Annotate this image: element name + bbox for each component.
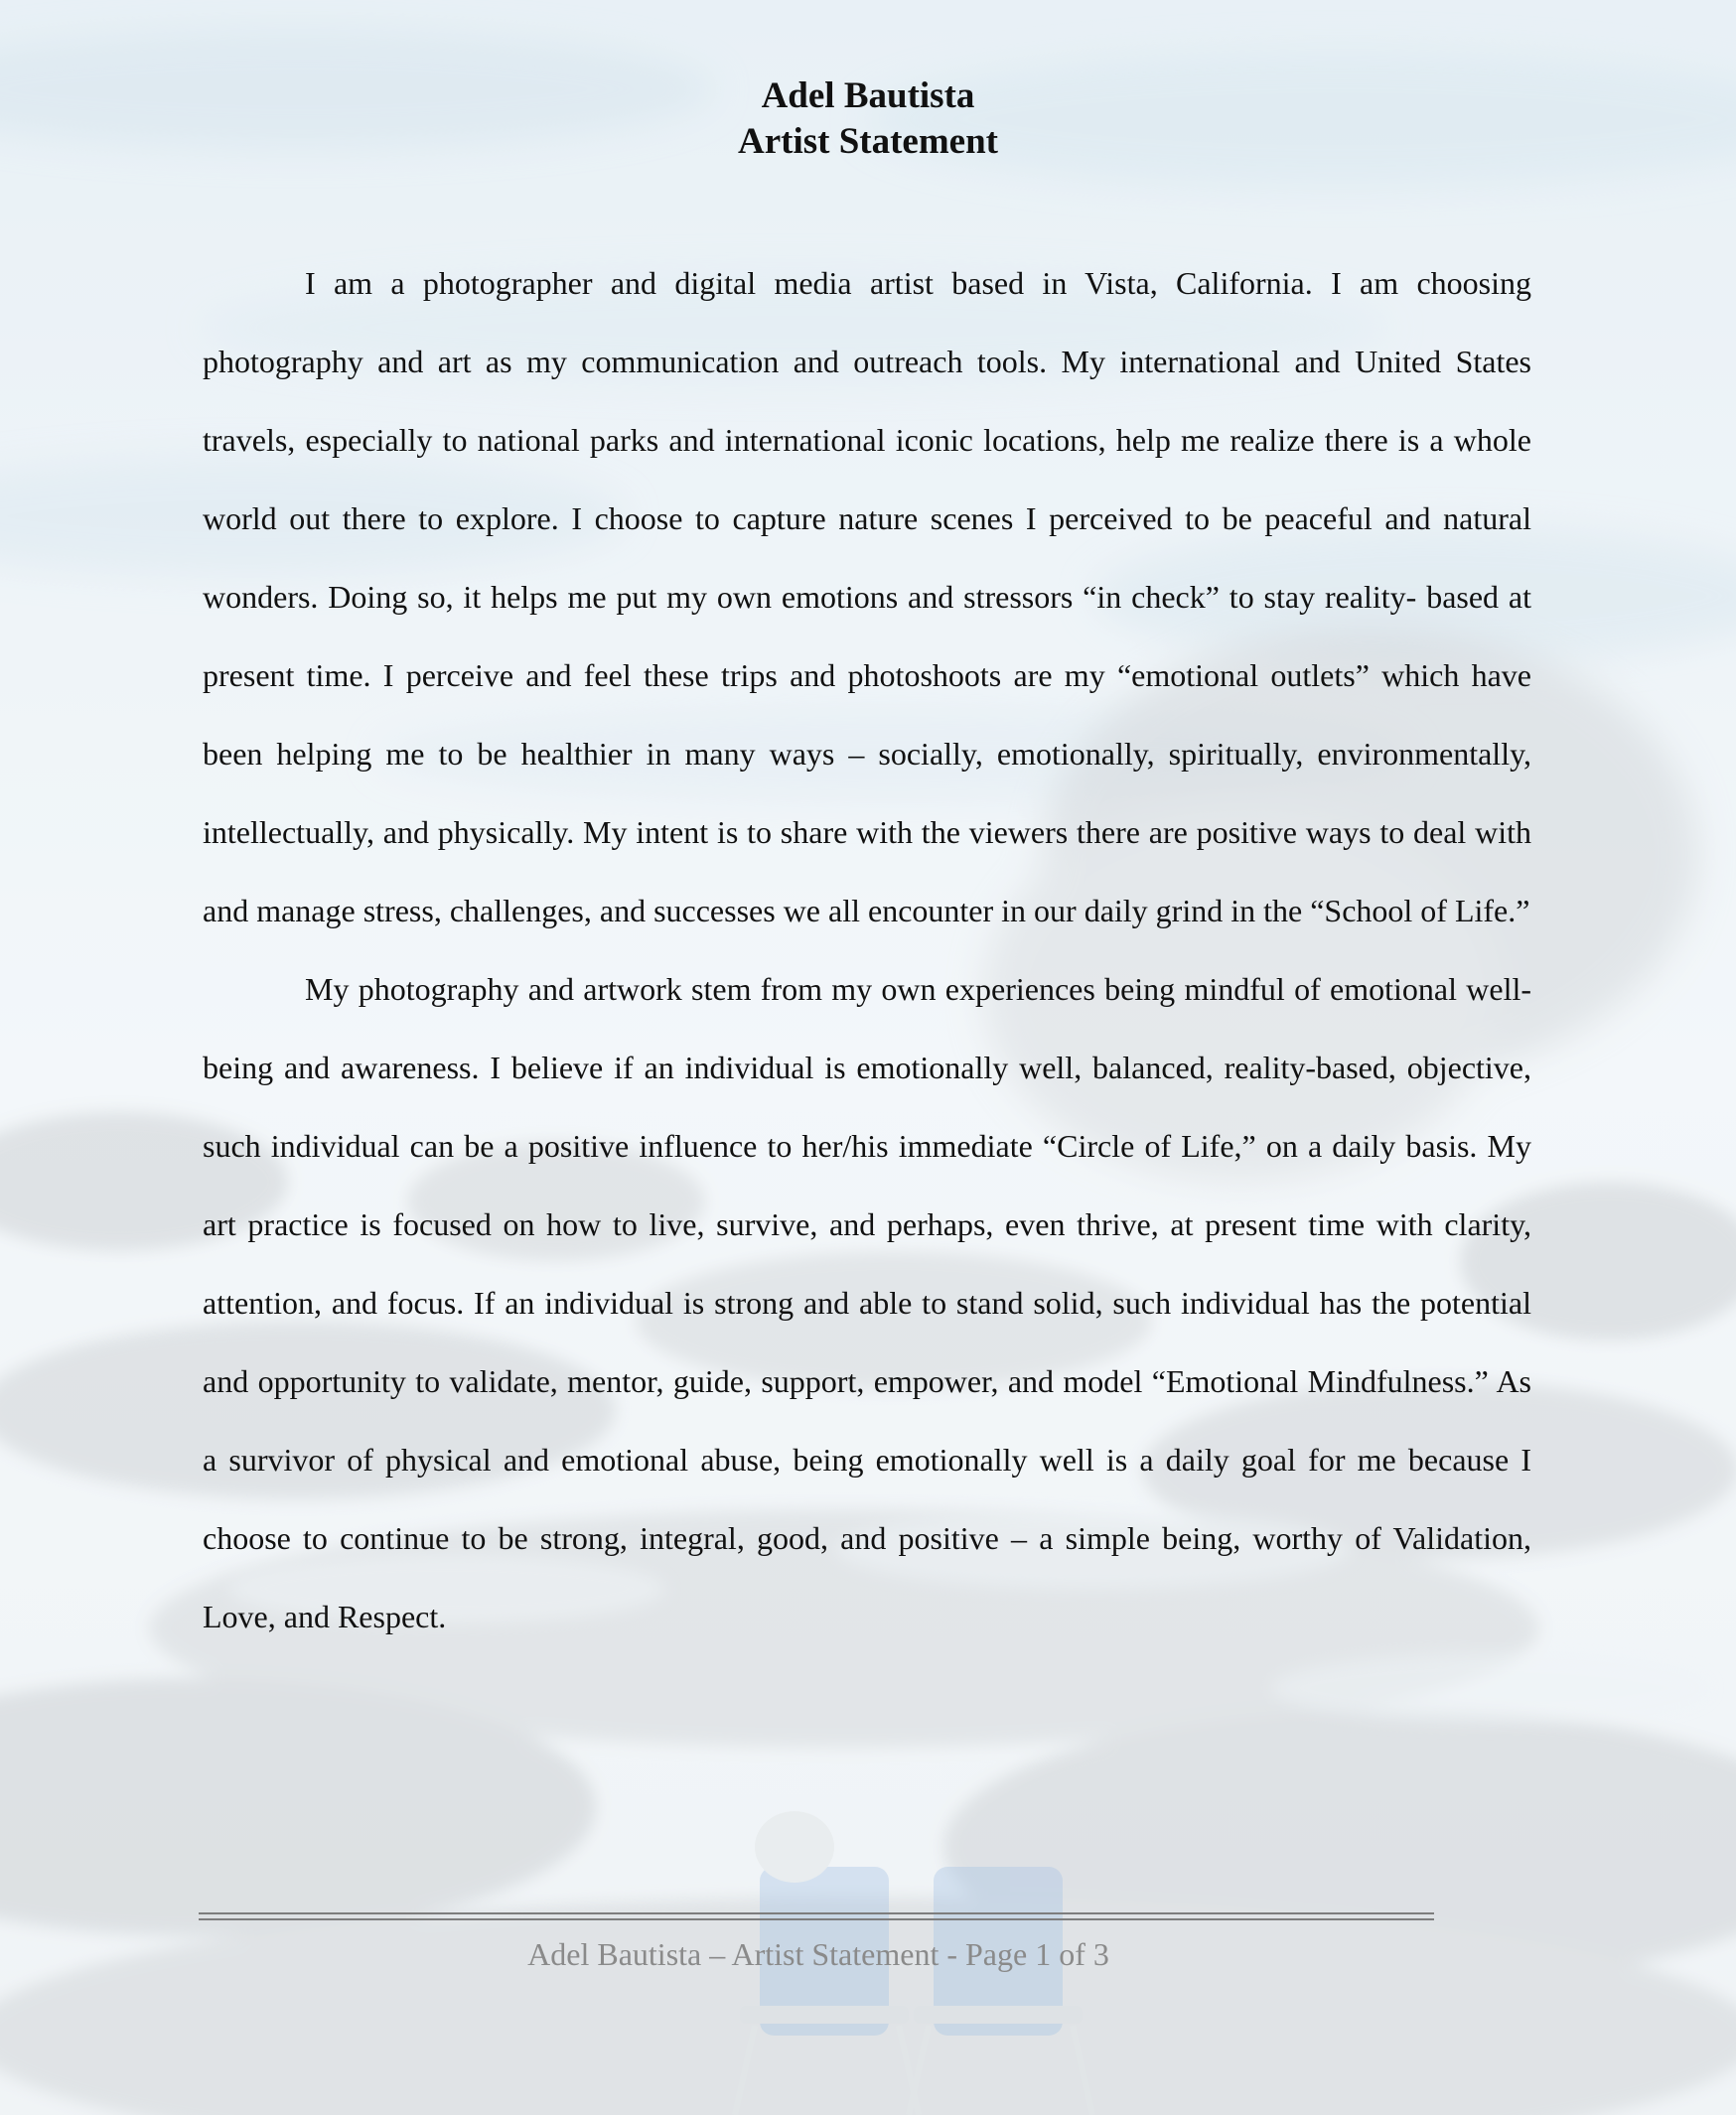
- page-footer: Adel Bautista – Artist Statement - Page 1 of 3: [527, 1936, 1109, 1972]
- document-header: [0, 73, 1736, 165]
- author-name: Adel Bautista: [761, 75, 975, 116]
- paragraph-1: I am a photographer and digital media artist based in Vista, California. I am choosing photography and art as my communication and outreach tools. My international and United States travels, especially to national parks and international iconic locations, help me realize there is a whole world out there to explore. I choose to capture nature scenes I perceived to be peaceful and natural wonders. Doing so, it helps me put my own emotions and stressors “in check” to stay reality- based at present time. I perceive and feel these trips and photoshoots are my “emotional outlets” which have been helping me to be healthier in many ways – socially, emotionally, spiritually, environmentally, intellectually, and physically. My intent is to share with the viewers there are positive ways to deal with and manage stress, challenges, and successes we all encounter in our daily grind in the “School of Life.”: [203, 265, 1531, 928]
- document-title: Artist Statement: [738, 121, 998, 162]
- footer-divider: [199, 1912, 1434, 1920]
- statement-body: [203, 244, 1531, 1656]
- paragraph-2: My photography and artwork stem from my own experiences being mindful of emotional well-being and awareness. I believe if an individual is emotionally well, balanced, reality-based, objective, such individual can be a positive influence to her/his immediate “Circle of Life,” on a daily basis. My art practice is focused on how to live, survive, and perhaps, even thrive, at present time with clarity, attention, and focus. If an individual is strong and able to stand solid, such individual has the potential and opportunity to validate, mentor, guide, support, empower, and model “Emotional Mindfulness.” As a survivor of physical and emotional abuse, being emotionally well is a daily goal for me because I choose to continue to be strong, integral, good, and positive – a simple being, worthy of Validation, Love, and Respect.: [203, 971, 1531, 1634]
